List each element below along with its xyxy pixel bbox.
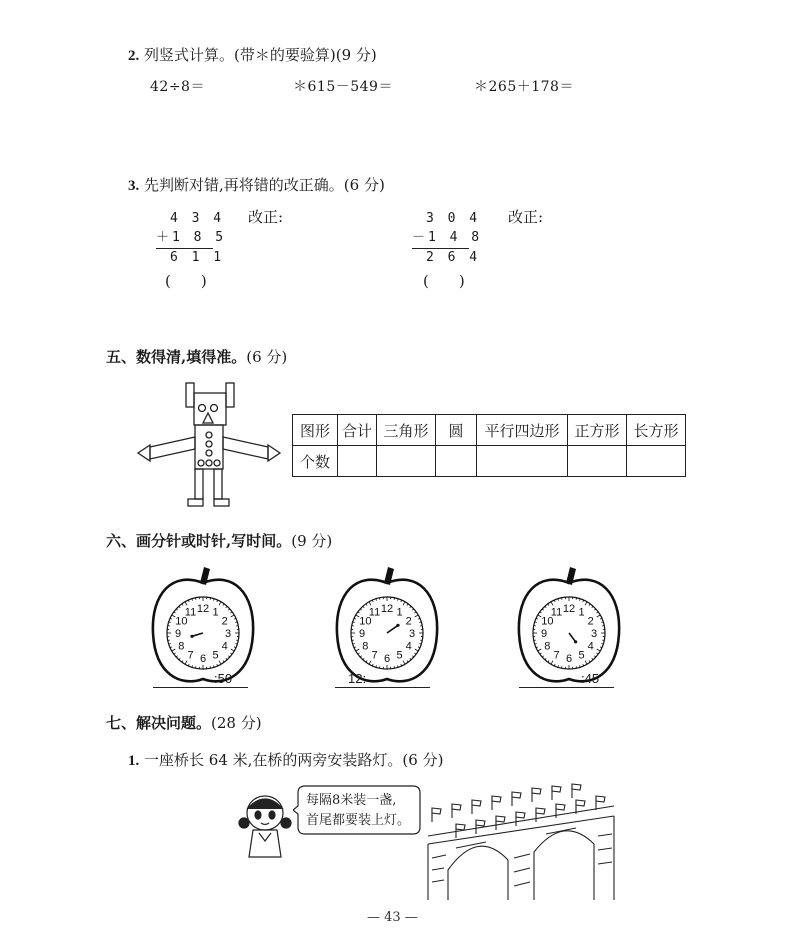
clock-tick (585, 661, 587, 664)
clock-number: 4 (221, 640, 228, 653)
clock-tick (403, 602, 405, 605)
clock-number: 7 (371, 649, 378, 662)
lamp-head (472, 800, 481, 806)
clock-tick (363, 658, 364, 659)
clock-tick (548, 604, 549, 606)
section-7-points: (28 分) (211, 714, 262, 732)
clock-tick (594, 609, 595, 610)
clock-tick (172, 649, 175, 651)
clock-3-answer-line[interactable] (519, 687, 614, 688)
left-leg (195, 469, 203, 499)
clock-tick (174, 653, 176, 654)
table-cell: 圆 (436, 415, 477, 446)
clock-hand (192, 633, 203, 636)
q3-left-fix-label: 改正: (248, 208, 284, 226)
clock-number: 3 (590, 628, 598, 640)
clock-1-answer-line[interactable] (153, 687, 248, 688)
section-7-heading (106, 712, 262, 733)
table-cell: 长方形 (627, 415, 686, 446)
clock-tick (589, 661, 590, 663)
q2-text: 列竖式计算。(带＊的要验算)(9 分) (144, 46, 377, 64)
section-7-title: 七、解决问题。 (106, 714, 212, 732)
right-eye (211, 405, 218, 412)
speech-bubble-line1: 每隔8米装一盏, (306, 793, 397, 808)
clock-number: 3 (408, 628, 416, 640)
clock-3-time: :45 (581, 671, 600, 686)
q3-right-result: 2 6 4 (426, 250, 481, 265)
lamp-head (572, 784, 581, 790)
clock-tick (182, 661, 183, 663)
clock-number: 11 (368, 606, 381, 619)
clock-tick (551, 602, 553, 605)
clock-hand (569, 633, 576, 642)
clock-tick (179, 658, 180, 659)
table-cell: 平行四边形 (477, 415, 568, 446)
sec7-q1-heading (128, 749, 443, 770)
left-foot (188, 499, 203, 506)
table-answer-row (293, 446, 686, 477)
lamp-head (556, 804, 565, 810)
clock-tick (407, 604, 408, 606)
clock-tick (366, 661, 367, 663)
section-5-title: 五、数得清,填得准。 (106, 348, 247, 366)
clock-tick (360, 609, 361, 610)
clock-tick (176, 609, 177, 610)
table-cell: 三角形 (377, 415, 436, 446)
sec7-q1-text: 一座桥长 64 米,在桥的两旁安装路灯。(6 分) (144, 751, 444, 769)
clock-tick (597, 653, 599, 654)
section-6-heading (106, 530, 332, 551)
section-5-points: (6 分) (246, 348, 288, 366)
clock-number: 2 (405, 615, 412, 628)
clock-3 (519, 567, 619, 681)
clocks-area (145, 565, 765, 695)
lamp-head (496, 816, 505, 822)
clock-number: 5 (212, 649, 219, 662)
table-header-row (293, 415, 686, 446)
bridge-illustration (426, 778, 616, 900)
page-number: — 43 — (367, 910, 418, 925)
clock-tick (540, 612, 542, 613)
clock-tick (223, 661, 224, 663)
speech-bubble-line2: 首尾都要装上灯。 (306, 813, 411, 828)
clock-tick (540, 653, 542, 654)
clock-hand-tip (574, 640, 577, 643)
lamp-head (456, 824, 465, 830)
lamp-head (576, 800, 585, 806)
shape-count-table (292, 414, 686, 477)
right-foot (214, 499, 229, 506)
table-cell: 个数 (293, 446, 338, 477)
clock-2 (337, 567, 437, 681)
clock-number: 12 (196, 603, 210, 615)
lamp-head (596, 796, 605, 802)
lamp-head (512, 792, 521, 798)
section-6-title: 六、画分针或时针,写时间。 (106, 532, 292, 550)
lamp-head (492, 796, 501, 802)
clock-tick (369, 602, 371, 605)
clock-tick (219, 661, 221, 664)
answer-cell[interactable] (377, 446, 436, 477)
clock-tick (415, 649, 418, 651)
clock-number: 10 (175, 615, 188, 628)
clock-hand (387, 625, 398, 633)
clock-number: 12 (562, 603, 576, 615)
clock-number: 8 (178, 640, 185, 653)
clock-tick (174, 612, 176, 613)
clock-number: 3 (224, 628, 232, 640)
clock-number: 7 (187, 649, 194, 662)
girl-illustration (235, 785, 295, 865)
clock-number: 9 (540, 628, 548, 640)
clock-2-answer-line[interactable] (335, 687, 430, 688)
answer-cell[interactable] (627, 446, 686, 477)
clock-number: 10 (541, 615, 554, 628)
clock-tick (592, 606, 593, 607)
clock-tick (548, 661, 549, 663)
lamp-head (532, 788, 541, 794)
right-hand-arrow (268, 445, 280, 461)
clock-tick (597, 612, 599, 613)
q3-left-judge: ( ) (165, 272, 207, 290)
left-antenna (186, 383, 194, 407)
q2-heading (128, 44, 377, 65)
clock-tick (410, 658, 411, 659)
clock-tick (182, 604, 183, 606)
sec7-q1-number: 1. (128, 753, 140, 769)
table-cell: 图形 (293, 415, 338, 446)
clock-number: 4 (405, 640, 412, 653)
clock-number: 1 (212, 606, 219, 619)
lamp-head (476, 820, 485, 826)
q3-right-row1: 3 0 4 (426, 211, 481, 226)
q3-heading (128, 174, 385, 195)
left-arm (150, 437, 195, 459)
table-cell: 合计 (338, 415, 377, 446)
clock-tick (219, 602, 221, 605)
clock-tick (594, 656, 595, 657)
clock-tick (415, 653, 417, 654)
lamp-head (536, 808, 545, 814)
clock-number: 2 (587, 615, 594, 628)
clock-tick (231, 649, 234, 651)
q2-number: 2. (128, 48, 140, 64)
clock-number: 1 (396, 606, 403, 619)
lamp-head (516, 812, 525, 818)
clock-tick (597, 649, 600, 651)
clock-tick (585, 602, 587, 605)
clock-tick (179, 606, 180, 607)
clock-tick (358, 653, 360, 654)
clock-tick (592, 658, 593, 659)
q3-number: 3. (128, 178, 140, 194)
answer-cell[interactable] (568, 446, 627, 477)
clock-number: 6 (383, 653, 391, 665)
nose-triangle (203, 413, 213, 423)
clock-number: 11 (550, 606, 563, 619)
clock-tick (231, 612, 233, 613)
robot-figure (128, 375, 288, 510)
clock-tick (363, 606, 364, 607)
clock-number: 11 (184, 606, 197, 619)
clock-tick (366, 604, 367, 606)
right-arm (223, 437, 268, 459)
clock-tick (226, 658, 227, 659)
clock-1-time: :50 (214, 671, 233, 686)
clock-number: 5 (578, 649, 585, 662)
right-leg (214, 469, 222, 499)
clock-tick (358, 612, 360, 613)
clock-number: 7 (553, 649, 560, 662)
q2-expr-2: ＊615－549＝ (293, 79, 393, 95)
clock-number: 2 (221, 615, 228, 628)
bridge-arch-right (534, 831, 594, 900)
clock-number: 4 (587, 640, 594, 653)
clock-tick (360, 656, 361, 657)
answer-cell[interactable] (477, 446, 568, 477)
lamp-head (552, 786, 561, 792)
clock-tick (228, 656, 229, 657)
clock-number: 9 (174, 628, 182, 640)
clock-number: 8 (362, 640, 369, 653)
clock-2-time: 12: (348, 671, 367, 686)
clock-tick (231, 653, 233, 654)
clock-1 (153, 567, 253, 681)
clock-tick (589, 604, 590, 606)
clock-tick (226, 606, 227, 607)
q3-left-row1: 4 3 4 (170, 211, 225, 226)
q3-right-judge: ( ) (423, 272, 465, 290)
clock-tick (415, 615, 418, 617)
clock-tick (223, 604, 224, 606)
clock-tick (403, 661, 405, 664)
clock-tick (545, 658, 546, 659)
lamp-head (452, 804, 461, 810)
q3-left-result: 6 1 1 (170, 250, 225, 265)
clock-hand-tip (190, 635, 193, 638)
lamp-head (432, 808, 441, 814)
clock-tick (185, 602, 187, 605)
clock-tick (542, 609, 543, 610)
left-eye (199, 405, 206, 412)
clock-tick (356, 649, 359, 651)
clock-number: 6 (199, 653, 207, 665)
q2-expr-1: 42÷8＝ (150, 79, 205, 95)
clock-tick (410, 606, 411, 607)
q2-expr-3: ＊265＋178＝ (474, 79, 574, 95)
table-cell: 正方形 (568, 415, 627, 446)
clock-tick (415, 612, 417, 613)
left-hand-arrow (138, 445, 150, 461)
clock-tick (176, 656, 177, 657)
clock-number: 8 (544, 640, 551, 653)
clock-number: 5 (396, 649, 403, 662)
answer-cell[interactable] (338, 446, 377, 477)
clock-number: 1 (578, 606, 585, 619)
clock-tick (545, 606, 546, 607)
clock-number: 6 (565, 653, 573, 665)
answer-cell[interactable] (436, 446, 477, 477)
clock-number: 10 (359, 615, 372, 628)
q3-right-fix-label: 改正: (508, 208, 544, 226)
bridge-arch-left (448, 846, 508, 900)
clock-tick (542, 656, 543, 657)
clock-number: 9 (358, 628, 366, 640)
section-5-heading (106, 346, 287, 367)
clock-tick (412, 609, 413, 610)
clock-tick (231, 615, 234, 617)
q3-right-row2: －1 4 8 (412, 230, 483, 245)
clock-hand-tip (396, 624, 399, 627)
q3-left-row2: ＋1 8 5 (156, 230, 227, 245)
clock-tick (412, 656, 413, 657)
clock-tick (597, 615, 600, 617)
clock-tick (538, 649, 541, 651)
clock-number: 12 (380, 603, 394, 615)
clock-tick (228, 609, 229, 610)
right-antenna (226, 383, 234, 407)
q3-text: 先判断对错,再将错的改正确。(6 分) (144, 176, 385, 194)
clock-tick (407, 661, 408, 663)
section-6-points: (9 分) (291, 532, 333, 550)
